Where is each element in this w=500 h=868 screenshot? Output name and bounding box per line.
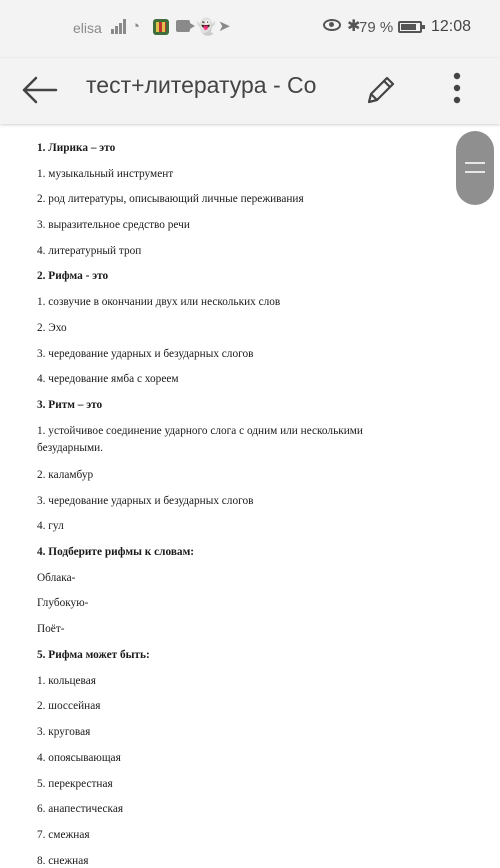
- app-bar: [0, 58, 500, 124]
- question-heading: 4. Подберите рифмы к словам:: [37, 546, 195, 558]
- answer-option: 1. кольцевая: [37, 675, 96, 687]
- answer-option: 6. анапестическая: [37, 803, 124, 815]
- answer-option: 3. чередование ударных и безударных слогов: [37, 495, 254, 507]
- answer-option: 2. Эхо: [37, 322, 67, 334]
- rhyme-word: Поёт-: [37, 623, 65, 635]
- signal-icon: [111, 18, 129, 34]
- scroll-thumb[interactable]: [456, 131, 494, 205]
- answer-option: 5. перекрестная: [37, 778, 113, 790]
- answer-option-continued: безударными.: [37, 442, 103, 454]
- carrier-name: elisa: [73, 20, 102, 36]
- answer-option: 3. круговая: [37, 726, 91, 738]
- answer-option: 1. созвучие в окончании двух или нескольких слов: [37, 296, 281, 308]
- rhyme-word: Глубокую-: [37, 597, 89, 609]
- app-notification-icon: [153, 19, 169, 35]
- bluetooth-icon: ✱: [347, 18, 361, 35]
- document-title: тест+литература - Со: [86, 72, 317, 98]
- answer-option: 4. гул: [37, 520, 64, 532]
- wifi-icon: ◔: [131, 18, 141, 35]
- edit-button[interactable]: [360, 70, 400, 110]
- document-content: [0, 124, 500, 868]
- status-bar: [0, 0, 500, 58]
- answer-option: 4. опоясывающая: [37, 752, 121, 764]
- question-heading: 1. Лирика – это: [37, 142, 116, 154]
- answer-option: 7. смежная: [37, 829, 90, 841]
- rhyme-word: Облака-: [37, 572, 76, 584]
- answer-option: 8. снежная: [37, 855, 89, 867]
- eye-comfort-icon: [323, 19, 341, 31]
- answer-option: 3. выразительное средство речи: [37, 219, 190, 231]
- more-vert-icon: [440, 70, 474, 110]
- pencil-icon: [360, 70, 400, 110]
- telegram-icon: ➤: [218, 18, 231, 35]
- answer-option: 3. чередование ударных и безударных слогов: [37, 348, 254, 360]
- clock: 12:08: [431, 18, 472, 35]
- answer-option: 2. род литературы, описывающий личные переживания: [37, 193, 304, 205]
- answer-option: 1. музыкальный инструмент: [37, 168, 174, 180]
- question-heading: 2. Рифма - это: [37, 270, 109, 282]
- answer-option: 2. каламбур: [37, 469, 94, 481]
- answer-option: 2. шоссейная: [37, 700, 101, 712]
- battery-percent: 79 %: [359, 19, 394, 36]
- answer-option: 4. литературный троп: [37, 245, 142, 257]
- question-heading: 3. Ритм – это: [37, 399, 103, 411]
- snapchat-icon: 👻: [196, 19, 216, 36]
- arrow-left-icon: [18, 70, 62, 110]
- battery-icon: [398, 21, 422, 33]
- more-options-button[interactable]: [440, 70, 474, 110]
- answer-option: 1. устойчивое соединение ударного слога с одним или несколькими: [37, 425, 363, 437]
- answer-option: 4. чередование ямба с хореем: [37, 373, 179, 385]
- question-heading: 5. Рифма может быть:: [37, 649, 150, 661]
- video-call-icon: [176, 20, 190, 32]
- back-button[interactable]: [18, 70, 62, 110]
